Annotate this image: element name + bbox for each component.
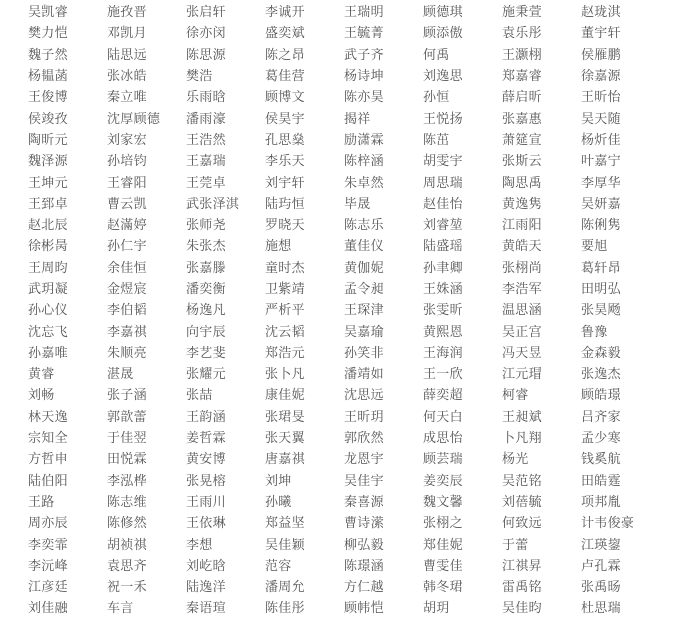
name-cell: 林天逸	[28, 409, 68, 425]
name-cell: 孟令昶	[344, 282, 384, 297]
name-cell: 潘雨濠	[186, 111, 226, 127]
name-cell: 樊力恺	[28, 26, 68, 42]
name-cell: 朱顺亮	[107, 345, 147, 361]
name-cell: 魏子然	[28, 47, 68, 63]
name-cell: 方仁越	[344, 580, 384, 596]
name-cell: 刘蓓毓	[502, 494, 542, 510]
name-cell: 陈亦昊	[344, 90, 384, 106]
name-cell: 赵滿婷	[107, 218, 147, 234]
name-cell: 张栩尚	[502, 260, 542, 276]
name-cell: 张栩之	[423, 516, 463, 532]
name-cell: 陆盛瑶	[423, 239, 463, 255]
name-cell: 冯天昱	[502, 345, 542, 361]
name-cell: 卢孔霖	[581, 558, 621, 574]
name-cell: 侯雁鹏	[581, 47, 621, 63]
name-row	[28, 598, 668, 619]
name-cell: 宗知全	[28, 431, 68, 447]
name-cell: 朱张杰	[186, 239, 226, 255]
name-cell: 孙培钧	[107, 154, 147, 170]
name-cell: 陈之昂	[265, 47, 305, 63]
name-cell: 陈修然	[107, 516, 147, 532]
name-cell: 秦喜源	[344, 494, 384, 510]
name-row	[28, 556, 668, 577]
name-cell: 张斯云	[502, 154, 542, 170]
name-row	[28, 449, 668, 470]
name-cell: 孙聿卿	[423, 260, 463, 276]
name-cell: 王郅卓	[28, 196, 68, 212]
name-cell: 黄皓天	[502, 239, 542, 255]
name-cell: 袁思齐	[107, 558, 147, 574]
name-cell: 刘坤	[265, 473, 292, 489]
name-cell: 严析平	[265, 303, 305, 319]
name-cell: 湛晟	[107, 367, 134, 383]
name-cell: 王昕怡	[581, 90, 621, 106]
name-cell: 励潇霖	[344, 132, 384, 148]
name-cell: 赵北辰	[28, 218, 68, 234]
name-row	[28, 66, 668, 87]
name-cell: 刘屹晗	[186, 558, 226, 574]
name-row	[28, 428, 668, 449]
name-cell: 张子涵	[107, 388, 147, 404]
name-cell: 李厚华	[581, 175, 621, 191]
name-cell: 顾德琪	[423, 5, 463, 21]
name-row	[28, 151, 668, 172]
name-row	[28, 407, 668, 428]
name-cell: 杜思瑞	[581, 601, 621, 617]
name-cell: 车言	[107, 601, 134, 617]
name-row	[28, 577, 668, 598]
name-cell: 于佳翌	[107, 431, 147, 447]
name-cell: 樊浩	[186, 69, 213, 85]
name-cell: 王雨川	[186, 494, 226, 510]
name-cell: 张嘉惠	[502, 111, 542, 127]
name-cell: 计韦俊豪	[581, 516, 635, 532]
name-cell: 黄睿	[28, 367, 55, 383]
name-cell: 刘佳融	[28, 601, 68, 617]
name-cell: 魏泽源	[28, 154, 68, 170]
name-cell: 田皓霆	[581, 473, 621, 489]
name-cell: 金森毅	[581, 345, 621, 361]
name-cell: 施秉萱	[502, 5, 542, 21]
name-row	[28, 130, 668, 151]
name-cell: 徐嘉源	[581, 69, 621, 85]
name-cell: 萧筵宣	[502, 132, 542, 148]
name-cell: 王昕玥	[344, 409, 384, 425]
name-cell: 张启轩	[186, 5, 226, 21]
name-cell: 王浩然	[186, 132, 226, 148]
name-cell: 李乐天	[265, 154, 305, 170]
name-cell: 温思涵	[502, 303, 542, 319]
name-cell: 沈厚顾德	[107, 111, 161, 127]
name-cell: 吴凯睿	[28, 5, 68, 21]
name-cell: 顾添傲	[423, 26, 463, 42]
name-row	[28, 215, 668, 236]
name-row	[28, 321, 668, 342]
name-cell: 周思瑞	[423, 175, 463, 191]
name-cell: 胡玥	[423, 601, 450, 617]
name-cell: 王昶斌	[502, 409, 542, 425]
name-cell: 王一欣	[423, 367, 463, 383]
name-row	[28, 258, 668, 279]
name-cell: 杨炘佳	[581, 132, 621, 148]
name-cell: 刘宇轩	[265, 175, 305, 191]
name-cell: 张师尧	[186, 218, 226, 234]
name-cell: 江雨阳	[502, 218, 542, 234]
name-cell: 韩冬珺	[423, 580, 463, 596]
name-cell: 刘逸思	[423, 69, 463, 85]
name-cell: 王姝涵	[423, 282, 463, 297]
name-cell: 王海润	[423, 345, 463, 361]
name-cell: 金煜宸	[107, 282, 147, 297]
name-cell: 董宇轩	[581, 26, 621, 42]
name-cell: 袁乐彤	[502, 26, 542, 42]
name-cell: 叶嘉宁	[581, 154, 621, 170]
name-row	[28, 87, 668, 108]
name-cell: 胡祯祺	[107, 537, 147, 553]
name-cell: 张禹旸	[581, 580, 621, 596]
name-row	[28, 194, 668, 215]
name-cell: 李艺斐	[186, 345, 226, 361]
name-cell: 王灏栩	[502, 47, 542, 63]
name-cell: 郑益坚	[265, 516, 305, 532]
name-cell: 王悦扬	[423, 111, 463, 127]
name-cell: 孙笑非	[344, 345, 384, 361]
name-cell: 陆玙恒	[265, 196, 305, 212]
name-cell: 李奕霏	[28, 537, 68, 553]
name-cell: 王周昀	[28, 260, 68, 276]
name-cell: 邓凯月	[107, 26, 147, 42]
name-cell: 张珺旻	[265, 409, 305, 425]
name-cell: 徐亦闵	[186, 26, 226, 42]
name-cell: 何致远	[502, 516, 542, 532]
name-cell: 张喆	[186, 388, 213, 404]
name-cell: 雷禹铭	[502, 580, 542, 596]
name-cell: 钱奚航	[581, 452, 621, 468]
name-cell: 沈云韬	[265, 324, 305, 340]
name-cell: 秦语瑄	[186, 601, 226, 617]
name-cell: 陈佳彤	[265, 601, 305, 617]
name-cell: 薛启昕	[502, 90, 542, 106]
name-cell: 曹雯佳	[423, 558, 463, 574]
name-row	[28, 236, 668, 257]
name-row	[28, 300, 668, 321]
name-row	[28, 343, 668, 364]
name-cell: 张冰皓	[107, 69, 147, 85]
name-cell: 陈志乐	[344, 218, 384, 234]
name-cell: 吕齐家	[581, 409, 621, 425]
name-cell: 孙嘉唯	[28, 345, 68, 361]
name-cell: 张耀元	[186, 367, 226, 383]
name-cell: 江瑛鋆	[581, 537, 621, 553]
name-cell: 李泓桦	[107, 473, 147, 489]
name-row	[28, 471, 668, 492]
name-cell: 黄逸隽	[502, 196, 542, 212]
name-cell: 吴天随	[581, 111, 621, 127]
name-cell: 武子齐	[344, 47, 384, 63]
name-cell: 陈茁	[423, 132, 450, 148]
name-cell: 孙曦	[265, 494, 292, 510]
name-cell: 李沅峰	[28, 558, 68, 574]
name-cell: 田悦霖	[107, 452, 147, 468]
name-row	[28, 108, 668, 129]
name-row	[28, 23, 668, 44]
name-cell: 杨光	[502, 452, 529, 468]
name-cell: 黄安博	[186, 452, 226, 468]
name-cell: 沈忘飞	[28, 324, 68, 340]
name-row	[28, 534, 668, 555]
name-cell: 张嘉滕	[186, 260, 226, 276]
name-row	[28, 2, 668, 23]
name-cell: 孙恒	[423, 90, 450, 106]
name-row	[28, 492, 668, 513]
name-cell: 吴妍嘉	[581, 196, 621, 212]
name-cell: 薛奕超	[423, 388, 463, 404]
name-cell: 孙仁宇	[107, 239, 147, 255]
name-row	[28, 513, 668, 534]
name-row	[28, 45, 668, 66]
name-cell: 施想	[265, 239, 292, 255]
name-list-body	[28, 2, 668, 620]
name-cell: 王路	[28, 494, 55, 510]
name-cell: 向宇辰	[186, 324, 226, 340]
name-cell: 李嘉祺	[107, 324, 147, 340]
name-cell: 张天翼	[265, 431, 305, 447]
name-cell: 卜凡翔	[502, 431, 542, 447]
name-cell: 吴正宫	[502, 324, 542, 340]
name-cell: 王嘉瑞	[186, 154, 226, 170]
name-cell: 吴嘉瑜	[344, 324, 384, 340]
name-cell: 顾博文	[265, 90, 305, 106]
name-cell: 鲁豫	[581, 324, 608, 340]
name-cell: 陆伯阳	[28, 473, 68, 489]
name-cell: 胡雯宇	[423, 154, 463, 170]
name-cell: 周亦辰	[28, 516, 68, 532]
name-cell: 王毓菁	[344, 26, 384, 42]
name-cell: 方哲申	[28, 452, 68, 468]
name-cell: 张卜凡	[265, 367, 305, 383]
name-cell: 吴范铭	[502, 473, 542, 489]
name-cell: 童时杰	[265, 260, 305, 276]
name-cell: 沈思远	[344, 388, 384, 404]
name-cell: 李伯韬	[107, 303, 147, 319]
name-cell: 张昊飏	[581, 303, 621, 319]
name-cell: 姜哲霖	[186, 431, 226, 447]
name-list-table	[28, 2, 668, 620]
name-cell: 陆思远	[107, 47, 147, 63]
name-cell: 吴佳颖	[265, 537, 305, 553]
name-cell: 董佳仪	[344, 239, 384, 255]
name-cell: 江祺昇	[502, 558, 542, 574]
name-cell: 王瑞明	[344, 5, 384, 21]
name-cell: 郭歆蕾	[107, 409, 147, 425]
name-cell: 顾帏恺	[344, 601, 384, 617]
name-cell: 杨逸凡	[186, 303, 226, 319]
name-cell: 赵佳怡	[423, 196, 463, 212]
name-cell: 侯昊宇	[265, 111, 305, 127]
name-cell: 李想	[186, 537, 213, 553]
name-cell: 项邦胤	[581, 494, 621, 510]
name-cell: 余佳恒	[107, 260, 147, 276]
name-cell: 孙心仪	[28, 303, 68, 319]
name-cell: 康佳妮	[265, 388, 305, 404]
name-cell: 田明弘	[581, 282, 621, 297]
name-cell: 祝一禾	[107, 580, 147, 596]
name-cell: 侯竣孜	[28, 111, 68, 127]
name-cell: 杨诗坤	[344, 69, 384, 85]
name-cell: 顾芸瑞	[423, 452, 463, 468]
name-cell: 顾皓璟	[581, 388, 621, 404]
name-cell: 姜奕辰	[423, 473, 463, 489]
name-cell: 张雯昕	[423, 303, 463, 319]
name-cell: 罗晓天	[265, 218, 305, 234]
name-cell: 陈志维	[107, 494, 147, 510]
name-cell: 魏文馨	[423, 494, 463, 510]
name-cell: 孔思燊	[265, 132, 305, 148]
name-cell: 要旭	[581, 239, 608, 255]
name-cell: 成思怡	[423, 431, 463, 447]
name-cell: 武张泽淇	[186, 196, 240, 212]
name-cell: 葛佳营	[265, 69, 305, 85]
name-cell: 李诚开	[265, 5, 305, 21]
name-cell: 葛轩昂	[581, 260, 621, 276]
name-cell: 揭祥	[344, 111, 371, 127]
name-cell: 黄伽妮	[344, 260, 384, 276]
name-cell: 王睿阳	[107, 175, 147, 191]
name-cell: 施孜晋	[107, 5, 147, 21]
name-cell: 陈思源	[186, 47, 226, 63]
name-cell: 李浩军	[502, 282, 542, 297]
name-cell: 陆逸洋	[186, 580, 226, 596]
name-cell: 孟少寒	[581, 431, 621, 447]
name-cell: 陈俐隽	[581, 218, 621, 234]
name-cell: 刘畅	[28, 388, 55, 404]
name-cell: 赵珑淇	[581, 5, 621, 21]
name-cell: 徐彬昺	[28, 239, 68, 255]
name-cell: 秦立唯	[107, 90, 147, 106]
name-cell: 于蕾	[502, 537, 529, 553]
name-cell: 王韵涵	[186, 409, 226, 425]
name-cell: 刘家宏	[107, 132, 147, 148]
name-cell: 王依琳	[186, 516, 226, 532]
name-cell: 武玥凝	[28, 282, 68, 297]
name-row	[28, 279, 668, 300]
name-cell: 潘奕衡	[186, 282, 226, 297]
name-cell: 朱卓然	[344, 175, 384, 191]
name-cell: 郑佳妮	[423, 537, 463, 553]
name-cell: 江元瑁	[502, 367, 542, 383]
name-cell: 陶思禹	[502, 175, 542, 191]
name-cell: 盛奕斌	[265, 26, 305, 42]
name-cell: 王俊博	[28, 90, 68, 106]
name-cell: 张逸杰	[581, 367, 621, 383]
name-cell: 王琛津	[344, 303, 384, 319]
name-cell: 郑嘉睿	[502, 69, 542, 85]
name-cell: 刘睿堃	[423, 218, 463, 234]
name-row	[28, 364, 668, 385]
name-cell: 陶昕元	[28, 132, 68, 148]
name-cell: 毕晟	[344, 196, 371, 212]
name-cell: 柳弘毅	[344, 537, 384, 553]
name-row	[28, 385, 668, 406]
name-cell: 吴佳宇	[344, 473, 384, 489]
name-cell: 陈璟涵	[344, 558, 384, 574]
name-cell: 范容	[265, 558, 292, 574]
name-cell: 何天白	[423, 409, 463, 425]
name-cell: 郑浩元	[265, 345, 305, 361]
name-cell: 曹诗潆	[344, 516, 384, 532]
name-cell: 龙恩宇	[344, 452, 384, 468]
name-cell: 唐嘉祺	[265, 452, 305, 468]
name-cell: 潘周允	[265, 580, 305, 596]
name-cell: 陈梓涵	[344, 154, 384, 170]
name-cell: 卫紫靖	[265, 282, 305, 297]
name-cell: 曹云凯	[107, 196, 147, 212]
name-cell: 杨韫菡	[28, 69, 68, 85]
name-cell: 郭欣然	[344, 431, 384, 447]
name-cell: 柯睿	[502, 388, 529, 404]
name-cell: 黄熙恩	[423, 324, 463, 340]
name-cell: 何禹	[423, 47, 450, 63]
name-cell: 乐雨晗	[186, 90, 226, 106]
name-cell: 江彦廷	[28, 580, 68, 596]
name-cell: 王莞卓	[186, 175, 226, 191]
name-row	[28, 172, 668, 193]
name-cell: 王坤元	[28, 175, 68, 191]
name-cell: 潘靖如	[344, 367, 384, 383]
name-cell: 张晃榕	[186, 473, 226, 489]
name-cell: 吴佳昀	[502, 601, 542, 617]
